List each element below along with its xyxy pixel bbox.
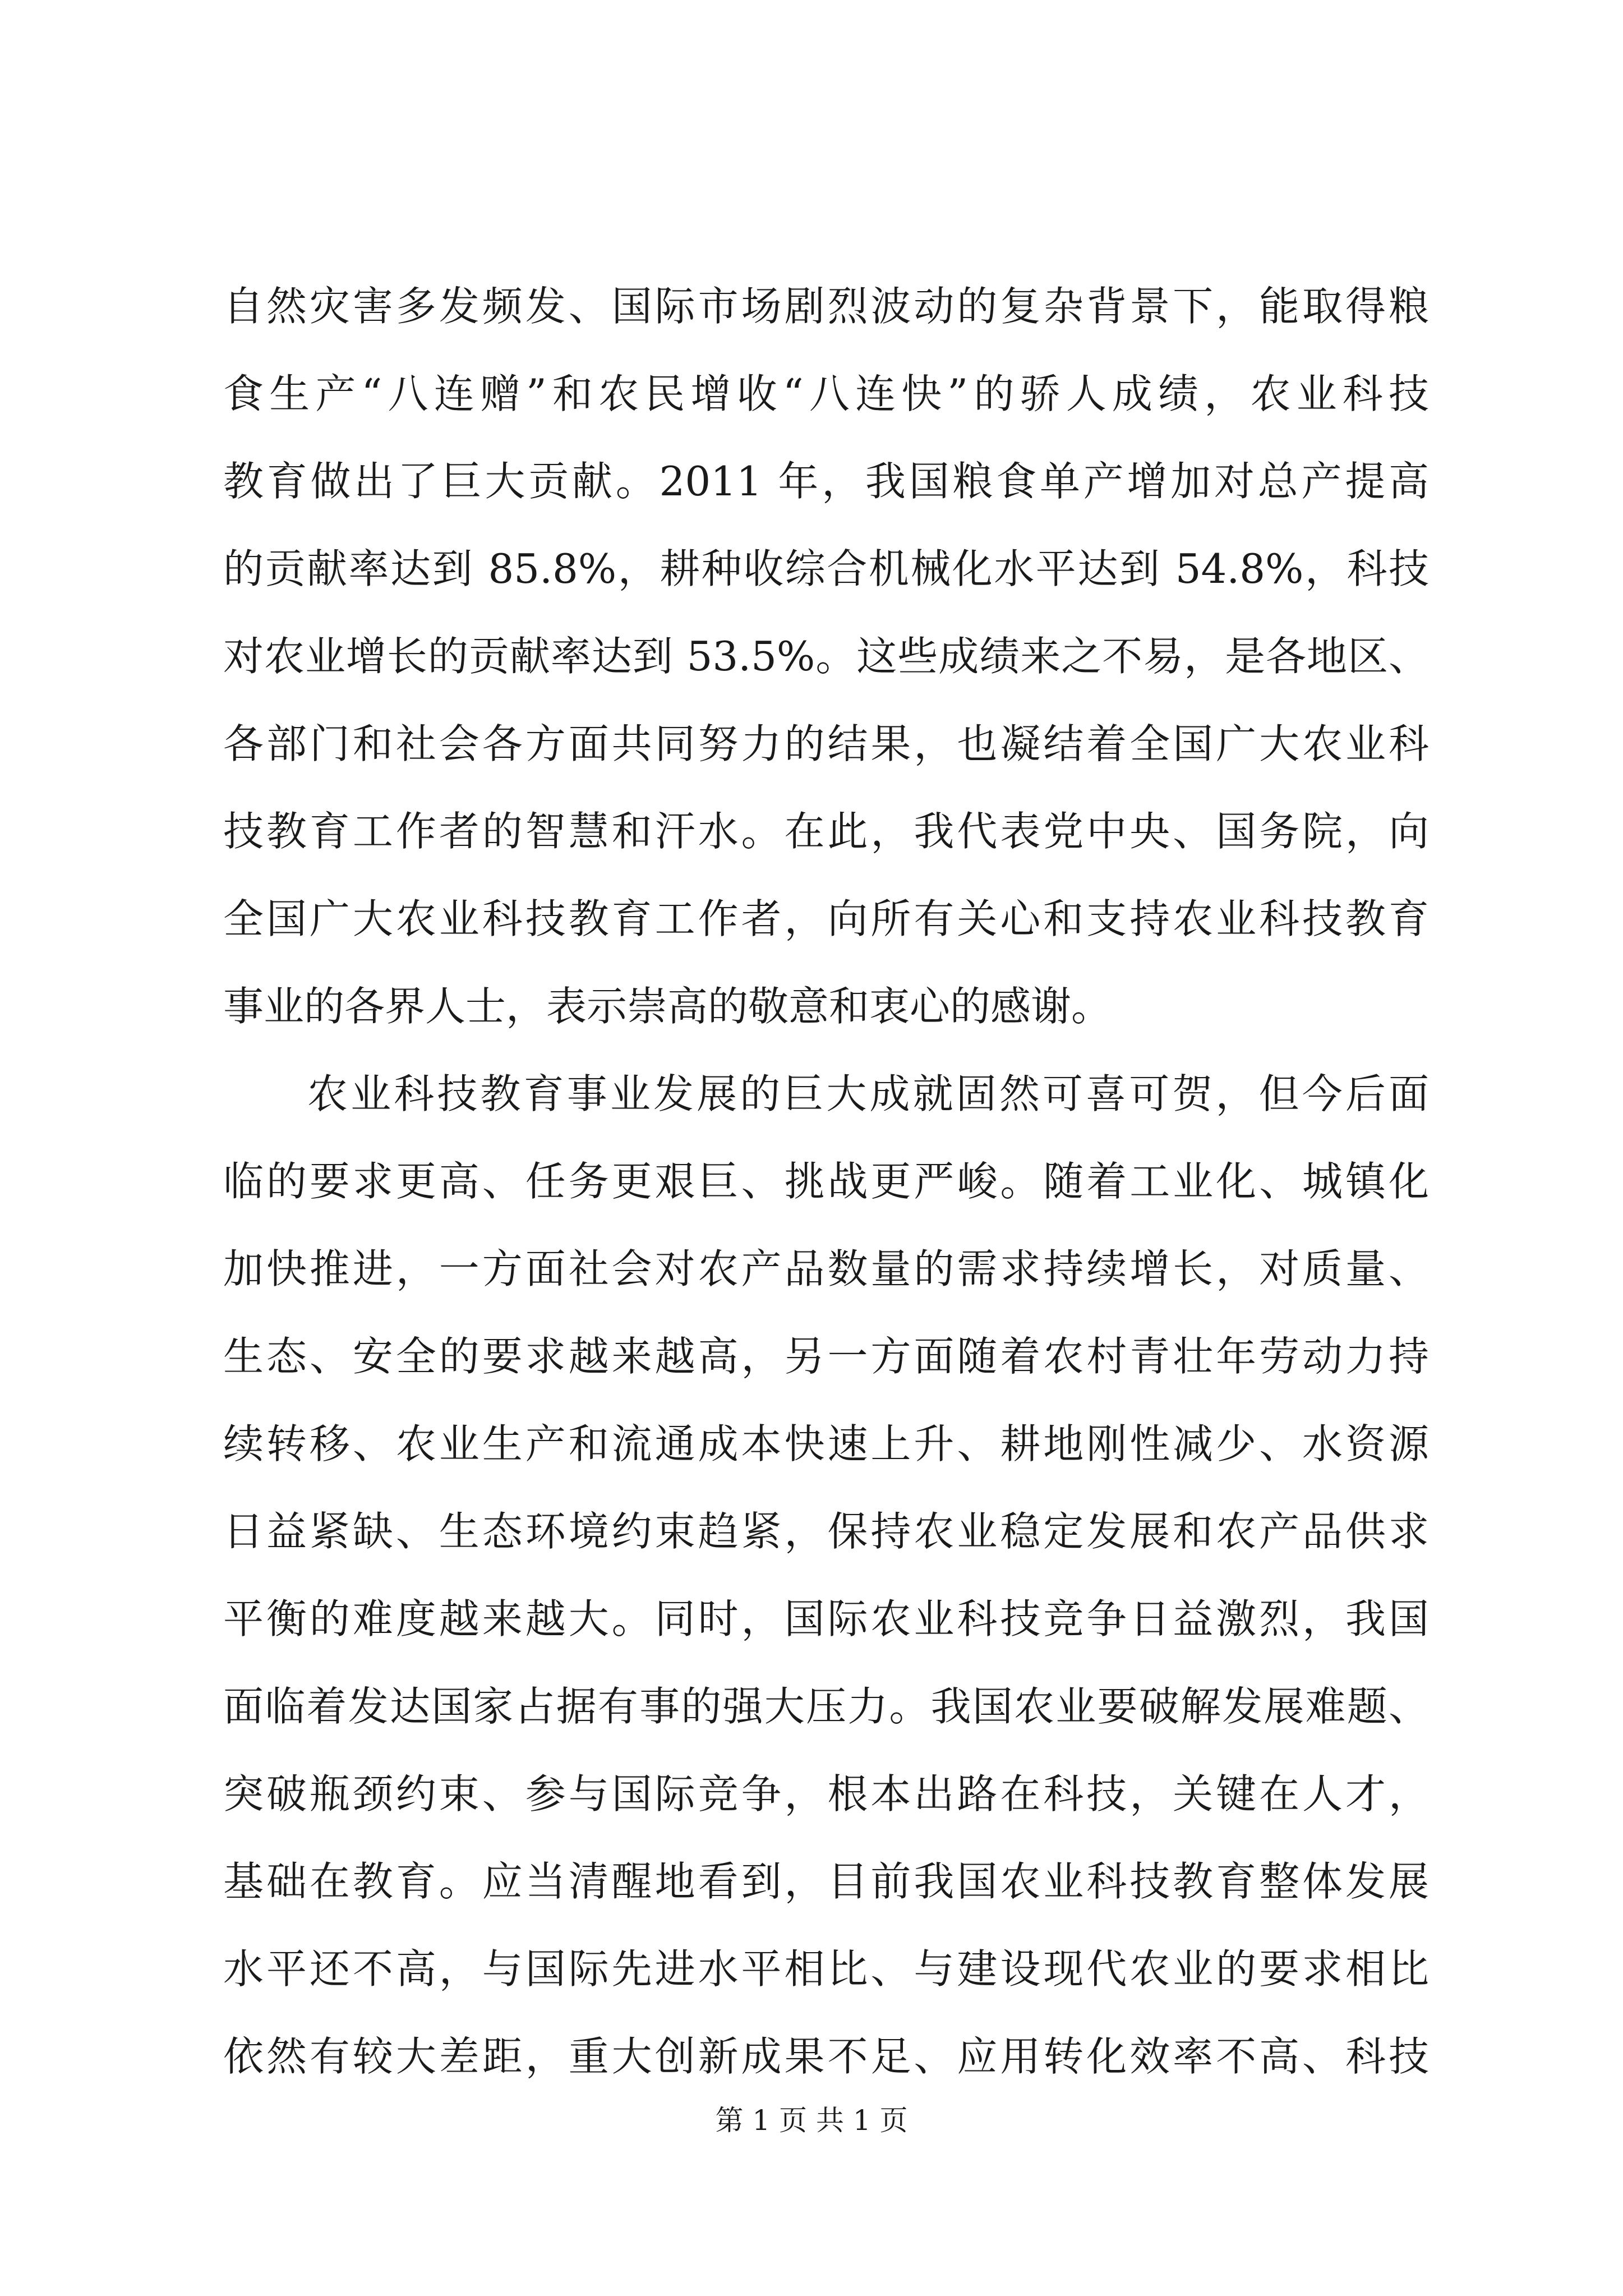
text-line: 日益紧缺、生态环境约束趋紧，保持农业稳定发展和农产品供求 (223, 1508, 1429, 1555)
page-footer (0, 2101, 1623, 2140)
text-line: 对农业增长的贡献率达到 53.5%。这些成绩来之不易，是各地区、 (223, 633, 1429, 680)
text-line: 依然有较大差距，重大创新成果不足、应用转化效率不高、科技 (223, 2033, 1429, 2080)
text-line: 全国广大农业科技教育工作者，向所有关心和支持农业科技教育 (223, 895, 1429, 942)
text-line: 技教育工作者的智慧和汗水。在此，我代表党中央、国务院，向 (223, 808, 1429, 855)
text-line: 农业科技教育事业发展的巨大成就固然可喜可贺，但今后面 (307, 1070, 1429, 1117)
body-text (223, 263, 1429, 2100)
text-line: 食生产“八连赠”和农民增收“八连快”的骄人成绩，农业科技 (223, 370, 1429, 417)
text-line: 的贡献率达到 85.8%，耕种收综合机械化水平达到 54.8%，科技 (223, 545, 1429, 592)
text-line: 水平还不高，与国际先进水平相比、与建设现代农业的要求相比 (223, 1945, 1429, 1993)
text-line: 基础在教育。应当清醒地看到，目前我国农业科技教育整体发展 (223, 1858, 1429, 1905)
text-line: 加快推进，一方面社会对农产品数量的需求持续增长，对质量、 (223, 1245, 1429, 1292)
text-line: 教育做出了巨大贡献。2011 年，我国粮食单产增加对总产提高 (223, 458, 1429, 505)
text-line: 突破瓶颈约束、参与国际竞争，根本出路在科技，关键在人才， (223, 1770, 1429, 1818)
text-line: 事业的各界人士，表示崇高的敬意和衷心的感谢。 (223, 983, 1112, 1030)
text-line: 自然灾害多发频发、国际市场剧烈波动的复杂背景下，能取得粮 (223, 283, 1429, 330)
text-line: 各部门和社会各方面共同努力的结果，也凝结着全国广大农业科 (223, 720, 1429, 767)
text-line: 面临着发达国家占据有事的强大压力。我国农业要破解发展难题、 (223, 1683, 1429, 1730)
text-line: 续转移、农业生产和流通成本快速上升、耕地刚性减少、水资源 (223, 1420, 1429, 1467)
text-line: 生态、安全的要求越来越高，另一方面随着农村青壮年劳动力持 (223, 1333, 1429, 1380)
page-number-label: 第 1 页 共 1 页 (715, 2104, 908, 2137)
text-line: 平衡的难度越来越大。同时，国际农业科技竞争日益激烈，我国 (223, 1595, 1429, 1642)
text-line: 临的要求更高、任务更艰巨、挑战更严峻。随着工业化、城镇化 (223, 1158, 1429, 1205)
